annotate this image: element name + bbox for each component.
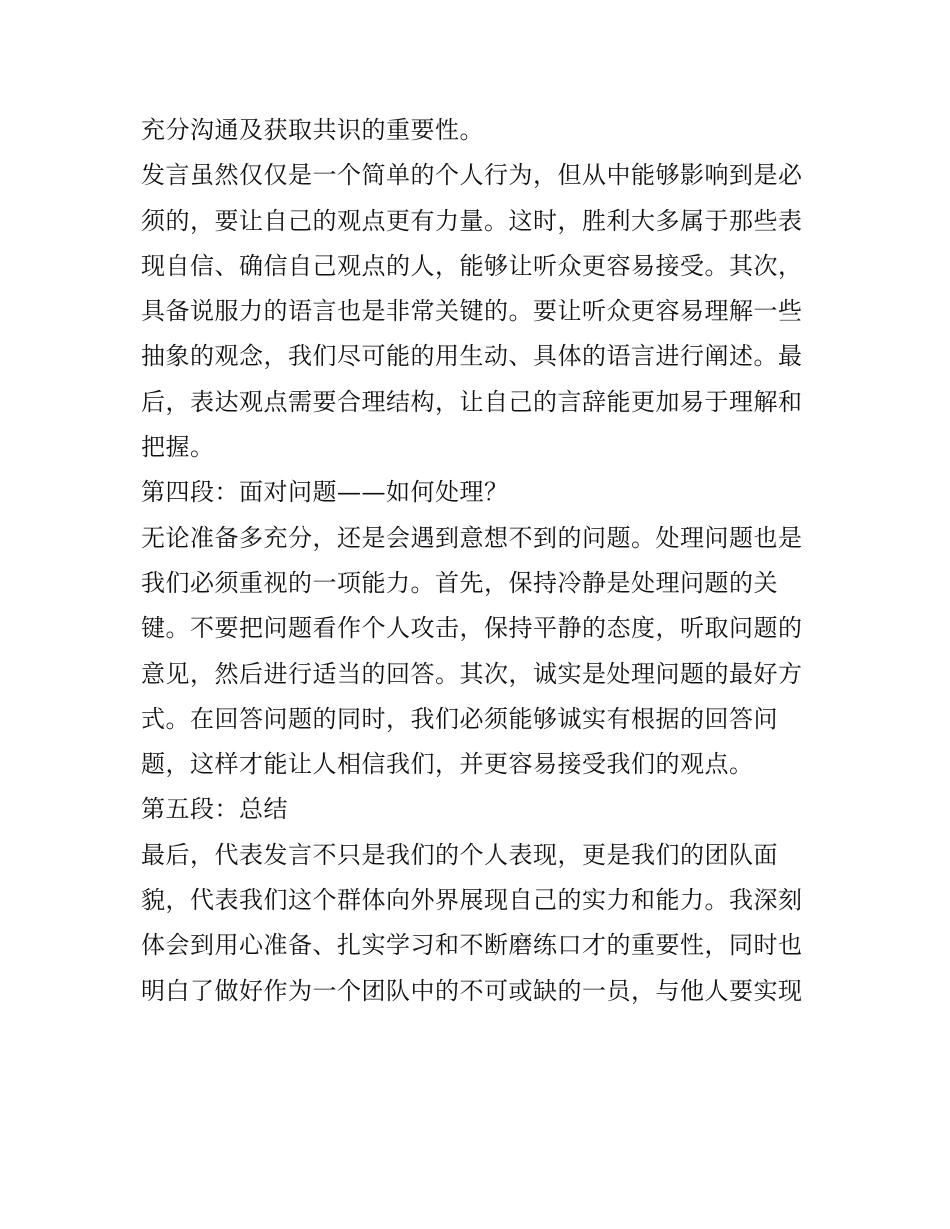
paragraph-line: 发言虽然仅仅是一个简单的个人行为，但从中能够影响到是必 [141, 161, 803, 190]
paragraph-line: 须的，要让自己的观点更有力量。这时，胜利大多属于那些表 [141, 206, 803, 235]
section-heading-5: 第五段：总结 [141, 795, 288, 824]
paragraph-line: 现自信、确信自己观点的人，能够让听众更容易接受。其次， [141, 251, 803, 280]
paragraph-line: 后，表达观点需要合理结构，让自己的言辞能更加易于理解和 [141, 387, 803, 416]
paragraph-line: 题，这样才能让人相信我们，并更容易接受我们的观点。 [141, 750, 754, 779]
paragraph-line: 充分沟通及获取共识的重要性。 [141, 116, 484, 144]
paragraph-line: 抽象的观念，我们尽可能的用生动、具体的语言进行阐述。最 [141, 342, 803, 371]
paragraph-line: 意见，然后进行适当的回答。其次，诚实是处理问题的最好方 [141, 659, 803, 688]
paragraph-line: 无论准备多充分，还是会遇到意想不到的问题。处理问题也是 [141, 523, 803, 552]
paragraph-line: 体会到用心准备、扎实学习和不断磨练口才的重要性，同时也 [141, 931, 803, 960]
paragraph-line: 把握。 [141, 433, 215, 462]
section-heading-4: 第四段：面对问题——如何处理？ [141, 478, 509, 507]
paragraph-line: 键。不要把问题看作个人攻击，保持平静的态度，听取问题的 [141, 614, 803, 643]
paragraph-line: 式。在回答问题的同时，我们必须能够诚实有根据的回答问 [141, 704, 778, 733]
paragraph-line: 明白了做好作为一个团队中的不可或缺的一员，与他人要实现 [141, 976, 803, 1005]
paragraph-line: 具备说服力的语言也是非常关键的。要让听众更容易理解一些 [141, 297, 803, 326]
document-body [141, 108, 813, 1014]
paragraph-line: 我们必须重视的一项能力。首先，保持冷静是处理问题的关 [141, 568, 778, 597]
paragraph-line: 最后，代表发言不只是我们的个人表现，更是我们的团队面 [141, 840, 778, 869]
paragraph-line: 貌，代表我们这个群体向外界展现自己的实力和能力。我深刻 [141, 886, 803, 915]
